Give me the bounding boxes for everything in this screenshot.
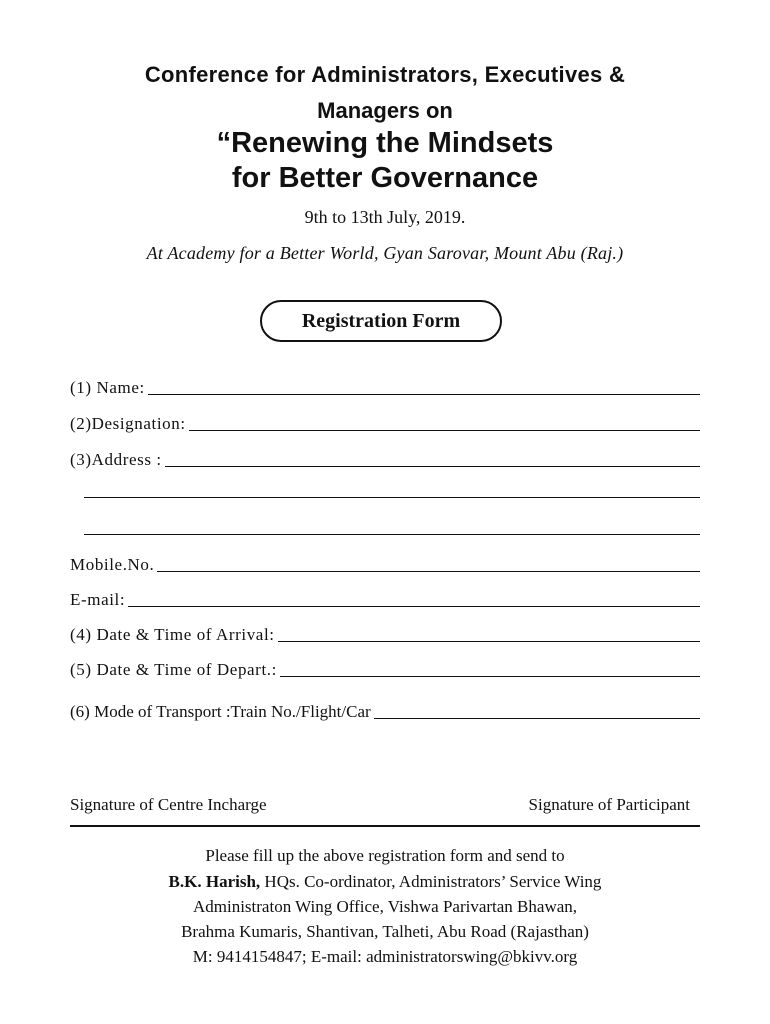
mobile-input-line[interactable] bbox=[157, 571, 700, 572]
participant-signature-label: Signature of Participant bbox=[528, 795, 690, 814]
designation-input-line[interactable] bbox=[189, 430, 700, 431]
footer-instruction: Please fill up the above registration form and send to bbox=[205, 846, 565, 865]
transport-input-line[interactable] bbox=[374, 718, 700, 719]
mobile-label: Mobile.No. bbox=[70, 555, 155, 574]
footer-contact-person bbox=[0, 872, 770, 892]
footer-phone-email: M: 9414154847; E-mail: administratorswing@bkivv.org bbox=[192, 947, 578, 966]
email-field[interactable] bbox=[70, 586, 700, 610]
conference-title-line2: for Better Governance bbox=[231, 162, 539, 194]
departure-input-line[interactable] bbox=[280, 676, 700, 677]
address-label: (3)Address : bbox=[70, 450, 162, 469]
registration-form-title-text: Registration Form bbox=[301, 309, 461, 332]
contact-name: B.K. Harish, bbox=[168, 872, 261, 891]
mobile-field[interactable] bbox=[70, 551, 700, 575]
address-field[interactable] bbox=[70, 446, 700, 470]
contact-role: HQs. Co-ordinator, Administrators’ Service Wing bbox=[260, 872, 602, 891]
email-label: E-mail: bbox=[70, 590, 126, 609]
footer-divider bbox=[70, 825, 700, 827]
conference-dates: 9th to 13th July, 2019. bbox=[304, 207, 466, 227]
centre-incharge-signature-label: Signature of Centre Incharge bbox=[70, 795, 267, 814]
footer-address-line2: Brahma Kumaris, Shantivan, Talheti, Abu Road (Rajasthan) bbox=[181, 922, 589, 941]
address-input-line-2[interactable] bbox=[84, 497, 700, 498]
arrival-field[interactable] bbox=[70, 621, 700, 645]
registration-form-title bbox=[260, 300, 502, 342]
designation-label: (2)Designation: bbox=[70, 414, 186, 433]
conference-venue: At Academy for a Better World, Gyan Sarovar, Mount Abu (Raj.) bbox=[146, 243, 624, 263]
arrival-input-line[interactable] bbox=[278, 641, 700, 642]
footer-address-line1: Administraton Wing Office, Vishwa Parivartan Bhawan, bbox=[192, 897, 578, 916]
name-input-line[interactable] bbox=[148, 394, 700, 395]
email-input-line[interactable] bbox=[128, 606, 700, 607]
departure-label: (5) Date & Time of Depart.: bbox=[70, 660, 277, 679]
name-label: (1) Name: bbox=[70, 378, 145, 397]
transport-field[interactable] bbox=[70, 698, 700, 722]
departure-field[interactable] bbox=[70, 656, 700, 680]
transport-label: (6) Mode of Transport :Train No./Flight/Car bbox=[70, 702, 371, 721]
name-field[interactable] bbox=[70, 374, 700, 398]
arrival-label: (4) Date & Time of Arrival: bbox=[70, 625, 275, 644]
address-input-line-3[interactable] bbox=[84, 534, 700, 535]
conference-heading-line1: Conference for Administrators, Executives & bbox=[144, 62, 626, 87]
conference-heading-line2: Managers on bbox=[317, 98, 453, 123]
designation-field[interactable] bbox=[70, 410, 700, 434]
address-input-line[interactable] bbox=[165, 466, 700, 467]
conference-title-line1: “Renewing the Mindsets bbox=[216, 127, 554, 159]
